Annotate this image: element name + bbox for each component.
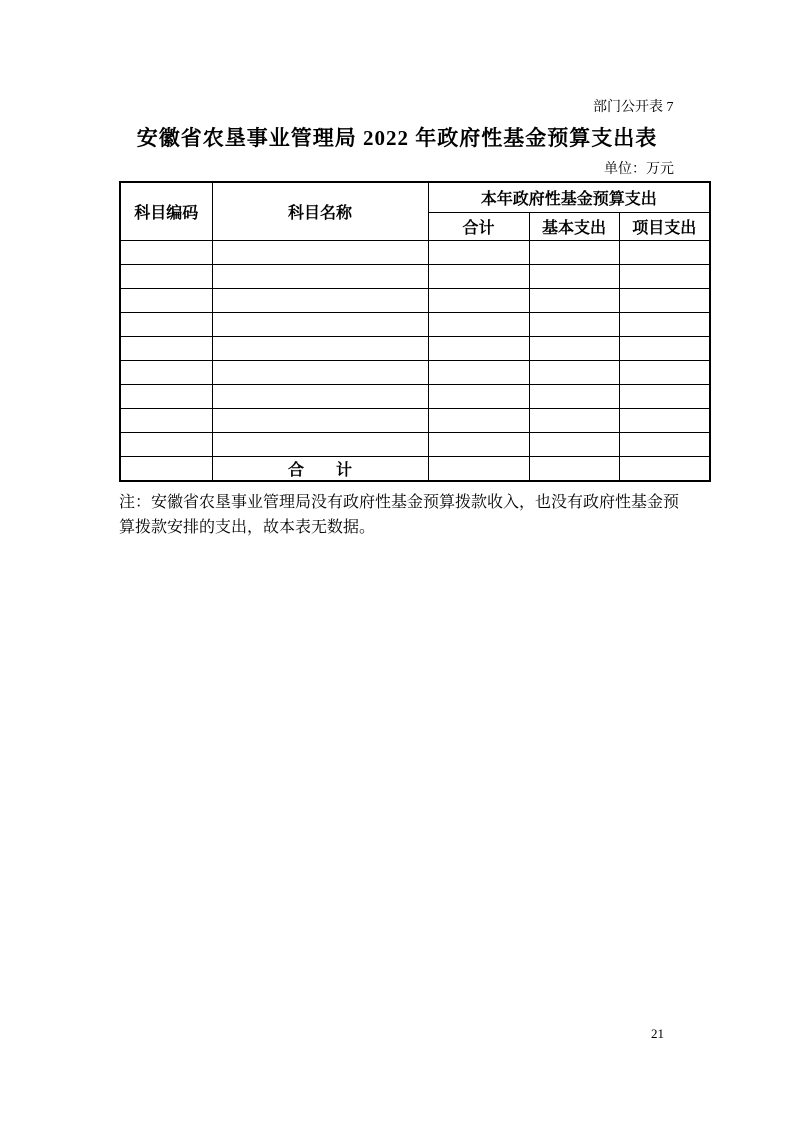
empty-cell	[529, 312, 619, 336]
col-header-project: 项目支出	[619, 212, 710, 240]
empty-cell	[212, 336, 428, 360]
empty-cell	[619, 360, 710, 384]
empty-cell	[428, 456, 529, 481]
empty-cell	[619, 312, 710, 336]
total-row	[120, 456, 710, 481]
table-row	[120, 432, 710, 456]
empty-cell	[428, 336, 529, 360]
empty-cell	[120, 360, 212, 384]
empty-cell	[619, 240, 710, 264]
empty-cell	[428, 264, 529, 288]
empty-cell	[120, 456, 212, 481]
empty-cell	[529, 336, 619, 360]
empty-cell	[120, 312, 212, 336]
empty-cell	[529, 264, 619, 288]
table-row	[120, 264, 710, 288]
empty-cell	[619, 456, 710, 481]
empty-cell	[619, 432, 710, 456]
empty-cell	[428, 384, 529, 408]
empty-cell	[212, 432, 428, 456]
note	[119, 490, 707, 540]
col-header-subject-name: 科目名称	[212, 182, 428, 240]
table-footer	[120, 456, 710, 481]
empty-cell	[529, 384, 619, 408]
doc-label: 部门公开表 7	[593, 100, 674, 115]
empty-cell	[120, 264, 212, 288]
empty-cell	[529, 240, 619, 264]
col-header-budget-group: 本年政府性基金预算支出	[428, 182, 710, 212]
page-number: 21	[651, 1026, 664, 1041]
empty-cell	[120, 432, 212, 456]
note-line-2: 算拨款安排的支出，故本表无数据。	[119, 519, 376, 536]
empty-cell	[619, 408, 710, 432]
table-header	[120, 182, 710, 240]
table-row	[120, 408, 710, 432]
empty-cell	[212, 240, 428, 264]
empty-cell	[619, 384, 710, 408]
budget-table	[119, 181, 711, 482]
total-row-label: 合 计	[212, 456, 428, 481]
empty-cell	[529, 288, 619, 312]
table-row	[120, 384, 710, 408]
empty-cell	[212, 360, 428, 384]
empty-cell	[619, 288, 710, 312]
empty-cell	[428, 240, 529, 264]
page-title: 安徽省农垦事业管理局 2022 年政府性基金预算支出表	[136, 126, 658, 150]
empty-cell	[428, 408, 529, 432]
col-header-subject-code: 科目编码	[120, 182, 212, 240]
empty-cell	[212, 384, 428, 408]
empty-cell	[120, 240, 212, 264]
table-row	[120, 360, 710, 384]
col-header-total: 合计	[428, 212, 529, 240]
empty-cell	[120, 336, 212, 360]
empty-cell	[428, 288, 529, 312]
empty-cell	[529, 360, 619, 384]
table-empty-rows	[120, 240, 710, 456]
empty-cell	[120, 288, 212, 312]
unit-label: 单位：万元	[604, 162, 674, 177]
empty-cell	[212, 408, 428, 432]
col-header-basic: 基本支出	[529, 212, 619, 240]
empty-cell	[428, 432, 529, 456]
table-row	[120, 312, 710, 336]
empty-cell	[529, 432, 619, 456]
empty-cell	[529, 408, 619, 432]
empty-cell	[120, 408, 212, 432]
empty-cell	[619, 264, 710, 288]
empty-cell	[619, 336, 710, 360]
empty-cell	[428, 312, 529, 336]
header-row-1	[120, 182, 710, 212]
empty-cell	[529, 456, 619, 481]
empty-cell	[212, 288, 428, 312]
empty-cell	[120, 384, 212, 408]
table-row	[120, 336, 710, 360]
note-line-1: 注：安徽省农垦事业管理局没有政府性基金预算拨款收入，也没有政府性基金预	[119, 494, 680, 511]
table-row	[120, 288, 710, 312]
table-row	[120, 240, 710, 264]
empty-cell	[428, 360, 529, 384]
empty-cell	[212, 264, 428, 288]
empty-cell	[212, 312, 428, 336]
